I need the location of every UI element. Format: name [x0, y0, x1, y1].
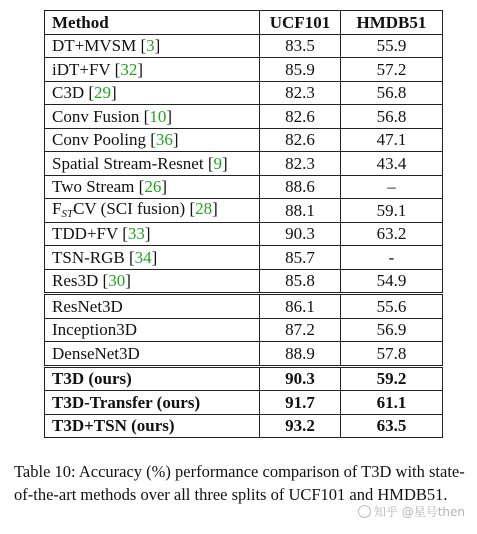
- ucf101-value: 85.7: [260, 246, 341, 270]
- method-cell: iDT+FV [32]: [45, 58, 260, 82]
- ucf101-value: 85.9: [260, 58, 341, 82]
- table-row: [45, 222, 443, 246]
- method-subscript: ST: [61, 208, 74, 221]
- ucf101-value: 87.2: [260, 318, 341, 342]
- table-row-ours: [45, 391, 443, 415]
- ucf101-value: 86.1: [260, 294, 341, 319]
- citation-link[interactable]: 10: [149, 106, 167, 126]
- citation-link[interactable]: 3: [146, 36, 155, 56]
- zhihu-logo-icon: [358, 505, 371, 518]
- citation-link[interactable]: 34: [134, 247, 152, 267]
- table-row: [45, 175, 443, 199]
- ucf101-value: 90.3: [260, 366, 341, 391]
- watermark: [358, 503, 465, 520]
- hmdb51-value: –: [340, 175, 442, 199]
- ucf101-value: 88.9: [260, 342, 341, 367]
- method-cell: DenseNet3D: [45, 342, 260, 367]
- table-row-ours: [45, 366, 443, 391]
- table-row: [45, 269, 443, 294]
- ucf101-value: 82.3: [260, 152, 341, 176]
- hmdb51-value: 43.4: [340, 152, 442, 176]
- results-table: [44, 10, 443, 438]
- hmdb51-value: 47.1: [340, 128, 442, 152]
- table-row: [45, 246, 443, 270]
- citation-link[interactable]: 9: [213, 153, 222, 173]
- table-row: [45, 342, 443, 367]
- method-cell: C3D [29]: [45, 81, 260, 105]
- citation-link[interactable]: 28: [195, 199, 213, 219]
- header-method: Method: [45, 11, 260, 35]
- ucf101-value: 82.6: [260, 128, 341, 152]
- ucf101-value: 83.5: [260, 34, 341, 58]
- citation-link[interactable]: 30: [108, 271, 126, 291]
- table-row: [45, 81, 443, 105]
- table-caption: Table 10: Accuracy (%) performance comparison of T3D with state-of-the-art methods over all three splits of UCF101 and HMDB51.: [14, 462, 465, 504]
- table-row: [45, 318, 443, 342]
- method-cell: Conv Fusion [10]: [45, 105, 260, 129]
- header-hmdb51: HMDB51: [340, 11, 442, 35]
- hmdb51-value: 59.1: [340, 199, 442, 223]
- ucf101-value: 88.6: [260, 175, 341, 199]
- method-cell: T3D-Transfer (ours): [45, 391, 260, 415]
- citation-link[interactable]: 36: [155, 130, 173, 150]
- table-row: [45, 128, 443, 152]
- ucf101-value: 88.1: [260, 199, 341, 223]
- table-row: [45, 58, 443, 82]
- hmdb51-value: -: [340, 246, 442, 270]
- table-header-row: [45, 11, 443, 35]
- hmdb51-value: 55.9: [340, 34, 442, 58]
- watermark-text: 知乎 @星号then: [373, 505, 465, 519]
- method-cell: Inception3D: [45, 318, 260, 342]
- method-cell: T3D (ours): [45, 366, 260, 391]
- method-cell: ResNet3D: [45, 294, 260, 319]
- method-cell: Res3D [30]: [45, 269, 260, 294]
- method-cell: Conv Pooling [36]: [45, 128, 260, 152]
- results-table-container: [44, 10, 443, 438]
- ucf101-value: 82.3: [260, 81, 341, 105]
- hmdb51-value: 56.9: [340, 318, 442, 342]
- method-cell: DT+MVSM [3]: [45, 34, 260, 58]
- method-cell: Two Stream [26]: [45, 175, 260, 199]
- method-cell: Spatial Stream-Resnet [9]: [45, 152, 260, 176]
- citation-link[interactable]: 29: [94, 83, 112, 103]
- hmdb51-value: 61.1: [340, 391, 442, 415]
- hmdb51-value: 56.8: [340, 81, 442, 105]
- citation-link[interactable]: 26: [144, 177, 162, 197]
- hmdb51-value: 57.8: [340, 342, 442, 367]
- hmdb51-value: 55.6: [340, 294, 442, 319]
- citation-link[interactable]: 32: [120, 59, 138, 79]
- method-cell: $F_{ST}CV$ (SCI fusion) [28]: [45, 199, 260, 223]
- header-ucf101: UCF101: [260, 11, 341, 35]
- ucf101-value: 91.7: [260, 391, 341, 415]
- method-cell: TDD+FV [33]: [45, 222, 260, 246]
- ucf101-value: 93.2: [260, 414, 341, 438]
- hmdb51-value: 54.9: [340, 269, 442, 294]
- table-row-ours: [45, 414, 443, 438]
- method-cell: T3D+TSN (ours): [45, 414, 260, 438]
- table-row: [45, 34, 443, 58]
- ucf101-value: 90.3: [260, 222, 341, 246]
- table-row: [45, 199, 443, 223]
- ucf101-value: 85.8: [260, 269, 341, 294]
- hmdb51-value: 57.2: [340, 58, 442, 82]
- hmdb51-value: 63.5: [340, 414, 442, 438]
- citation-link[interactable]: 33: [127, 224, 145, 244]
- method-cell: TSN-RGB [34]: [45, 246, 260, 270]
- hmdb51-value: 63.2: [340, 222, 442, 246]
- hmdb51-value: 59.2: [340, 366, 442, 391]
- table-row: [45, 152, 443, 176]
- table-row: [45, 105, 443, 129]
- table-row: [45, 294, 443, 319]
- hmdb51-value: 56.8: [340, 105, 442, 129]
- ucf101-value: 82.6: [260, 105, 341, 129]
